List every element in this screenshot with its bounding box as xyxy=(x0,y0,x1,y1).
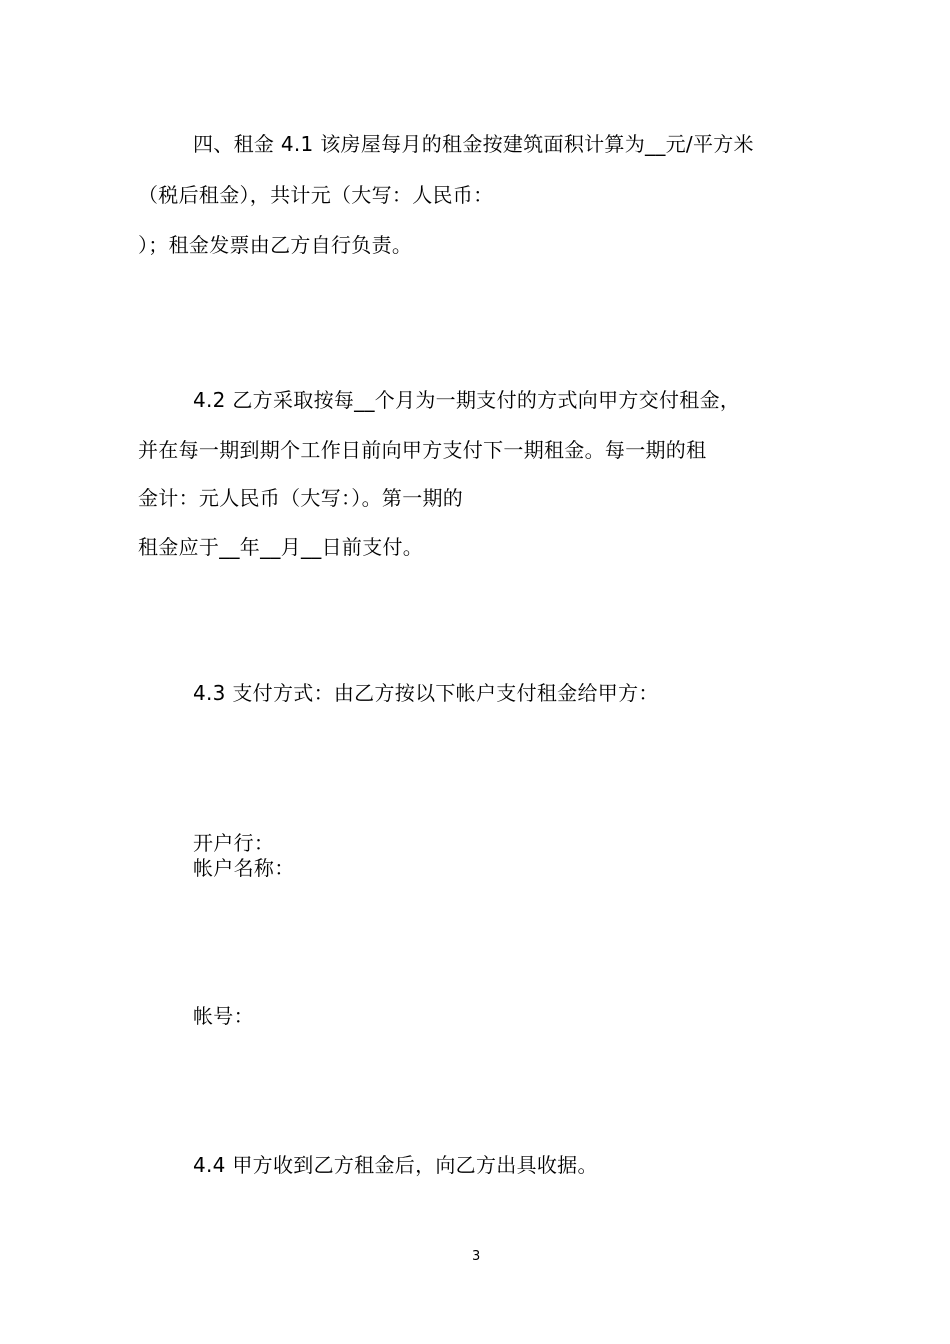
bank-label: 开户行： xyxy=(193,831,275,855)
clause-4-1-line-3: ）；租金发票由乙方自行负责。 xyxy=(138,233,413,257)
clause-4-2-line-3: 金计：元人民币（大写：）。第一期的 xyxy=(138,486,464,510)
page-number: 3 xyxy=(472,1249,481,1264)
account-name-label: 帐户名称： xyxy=(193,856,295,880)
clause-4-4-line-1: 4.4 甲方收到乙方租金后，向乙方出具收据。 xyxy=(193,1153,598,1177)
clause-4-2-line-1: 4.2 乙方采取按每__个月为一期支付的方式向甲方交付租金， xyxy=(193,388,741,412)
clause-4-1-line-2: （税后租金），共计元（大写：人民币： xyxy=(138,183,494,207)
clause-4-2-line-4: 租金应于__年__月__日前支付。 xyxy=(138,535,424,559)
clause-4-2-line-2: 并在每一期到期个工作日前向甲方支付下一期租金。每一期的租 xyxy=(138,438,707,462)
clause-4-3-line-1: 4.3 支付方式：由乙方按以下帐户支付租金给甲方： xyxy=(193,681,659,705)
account-number-label: 帐号： xyxy=(193,1004,254,1028)
clause-4-1-line-1: 四、租金 4.1 该房屋每月的租金按建筑面积计算为__元/平方米 xyxy=(193,132,754,156)
